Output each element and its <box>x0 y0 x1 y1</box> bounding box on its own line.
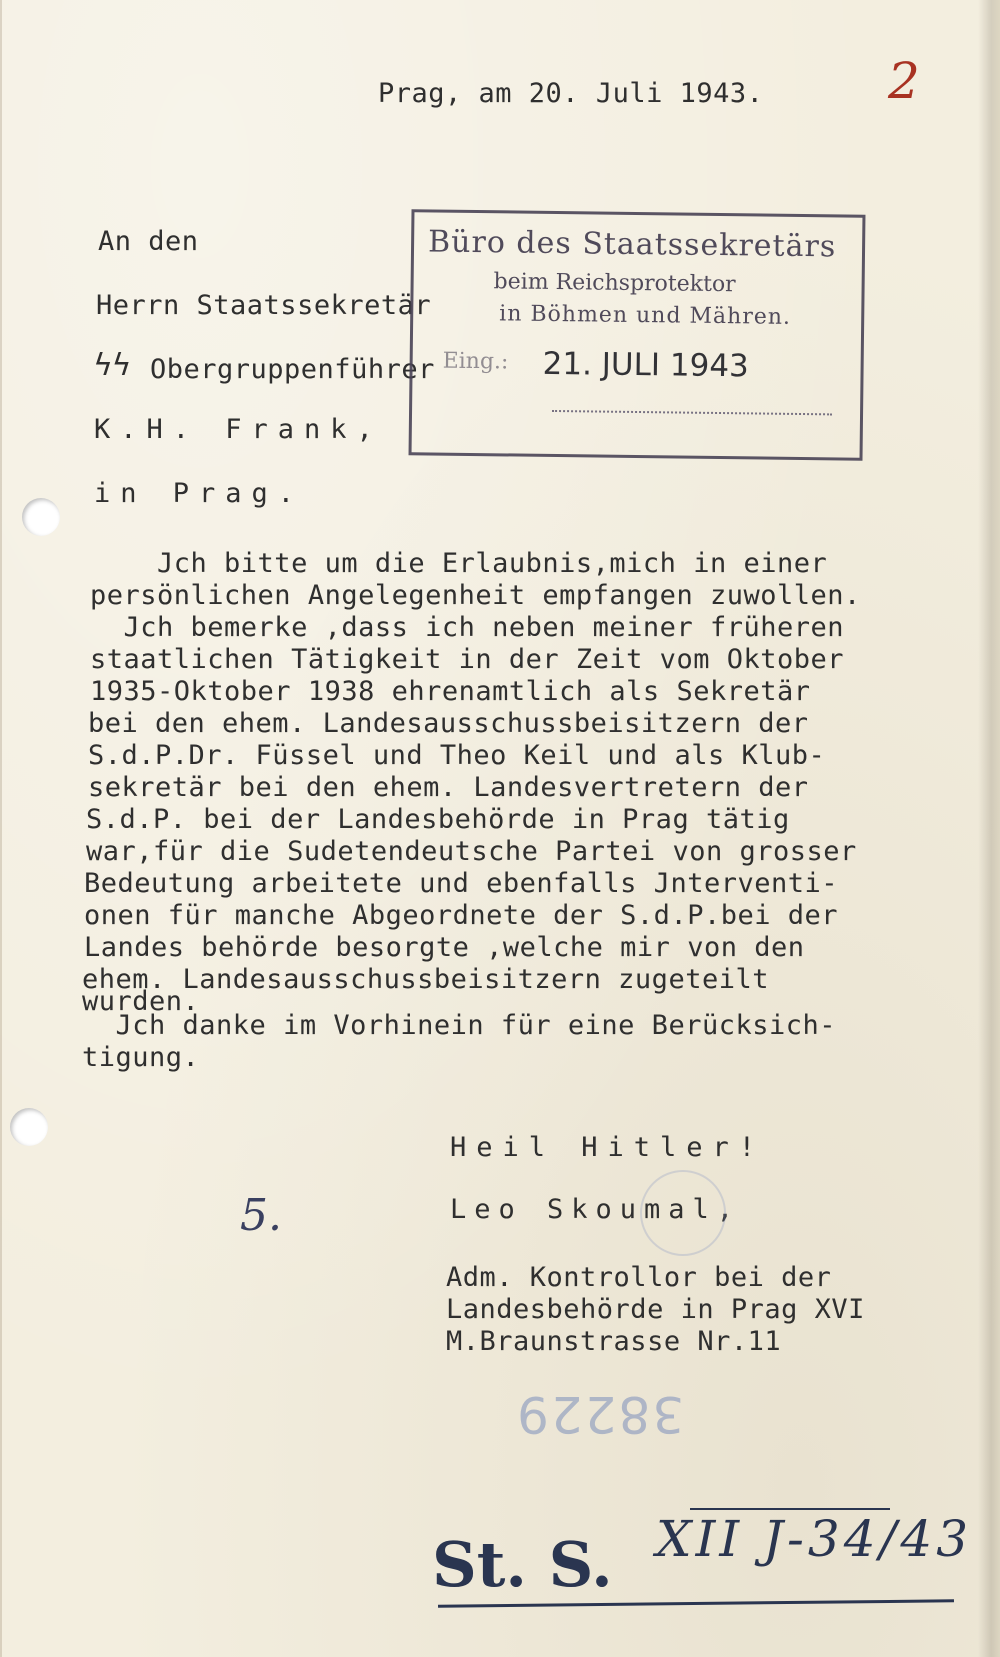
paper-right-edge <box>978 0 1000 1657</box>
paper-edge <box>0 0 2 1657</box>
body-line: persönlichen Angelegenheit empfangen zuwollen. <box>90 580 861 611</box>
ss-rune-symbol: ϟϟ <box>94 348 132 383</box>
page-number-handwritten: 2 <box>888 52 920 110</box>
body-line: 1935-Oktober 1938 ehrenamtlich als Sekretär <box>90 676 811 707</box>
body-line: ehem. Landesausschussbeisitzern zugeteilt <box>82 964 769 995</box>
reference-prefix: St. S. <box>432 1528 613 1601</box>
address-line-2: Herrn Staatssekretär <box>96 290 432 321</box>
stamp-received-label: Eing.: <box>442 348 509 375</box>
body-line: Jch bemerke ,dass ich neben meiner früheren <box>90 612 844 643</box>
body-line: Jch danke im Vorhinein für eine Berücksich- <box>82 1010 836 1041</box>
body-line: S.d.P.Dr. Füssel und Theo Keil und als Klub- <box>88 740 826 771</box>
body-line: sekretär bei den ehem. Landesvertretern der <box>88 772 809 803</box>
stamp-office-line-2: beim Reichsprotektor <box>493 269 736 298</box>
stamp-dotted-line <box>552 410 832 415</box>
punch-hole-top <box>22 498 60 536</box>
body-line: staatlichen Tätigkeit in der Zeit vom Oktober <box>90 644 844 675</box>
address-line-5: in Prag. <box>94 478 305 509</box>
signatory-name: Leo Skoumal, <box>450 1194 742 1225</box>
reference-number: XII J-34/43 <box>656 1510 973 1568</box>
body-line: S.d.P. bei der Landesbehörde in Prag tätig <box>86 804 790 835</box>
body-line: Landes behörde besorgte ,welche mir von den <box>84 932 805 963</box>
address-line-3: Obergruppenführer <box>150 354 435 385</box>
signatory-title-line-1: Adm. Kontrollor bei der <box>446 1262 832 1293</box>
receipt-stamp <box>409 209 866 461</box>
address-line-1: An den <box>98 226 199 257</box>
body-line: onen für manche Abgeordnete der S.d.P.bei der <box>84 900 838 931</box>
address-line-4: K.H. Frank, <box>94 414 383 445</box>
body-line: Jch bitte um die Erlaubnis,mich in einer <box>90 548 828 579</box>
faint-round-stamp <box>640 1170 726 1256</box>
signatory-title-line-3: M.Braunstrasse Nr.11 <box>446 1326 782 1357</box>
signatory-title-line-2: Landesbehörde in Prag XVI <box>446 1294 865 1325</box>
punch-hole-bottom <box>10 1108 48 1146</box>
closing-greeting: Heil Hitler! <box>450 1132 766 1163</box>
body-line: tigung. <box>82 1042 200 1073</box>
stamp-office-line-3: in Böhmen und Mähren. <box>499 301 792 330</box>
date-line: Prag, am 20. Juli 1943. <box>378 78 764 109</box>
handwritten-five: 5. <box>240 1190 282 1241</box>
inventory-number-stamp: 38229 <box>515 1385 685 1443</box>
body-line: wurden. <box>82 986 200 1017</box>
stamp-received-date: 21. JULI 1943 <box>542 345 750 385</box>
body-line: war,für die Sudetendeutsche Partei von grosser <box>86 836 857 867</box>
body-line: Bedeutung arbeitete und ebenfalls Jnterventi- <box>84 868 838 899</box>
body-line: bei den ehem. Landesausschussbeisitzern der <box>88 708 809 739</box>
stamp-office-name: Büro des Staatssekretärs <box>427 224 837 265</box>
